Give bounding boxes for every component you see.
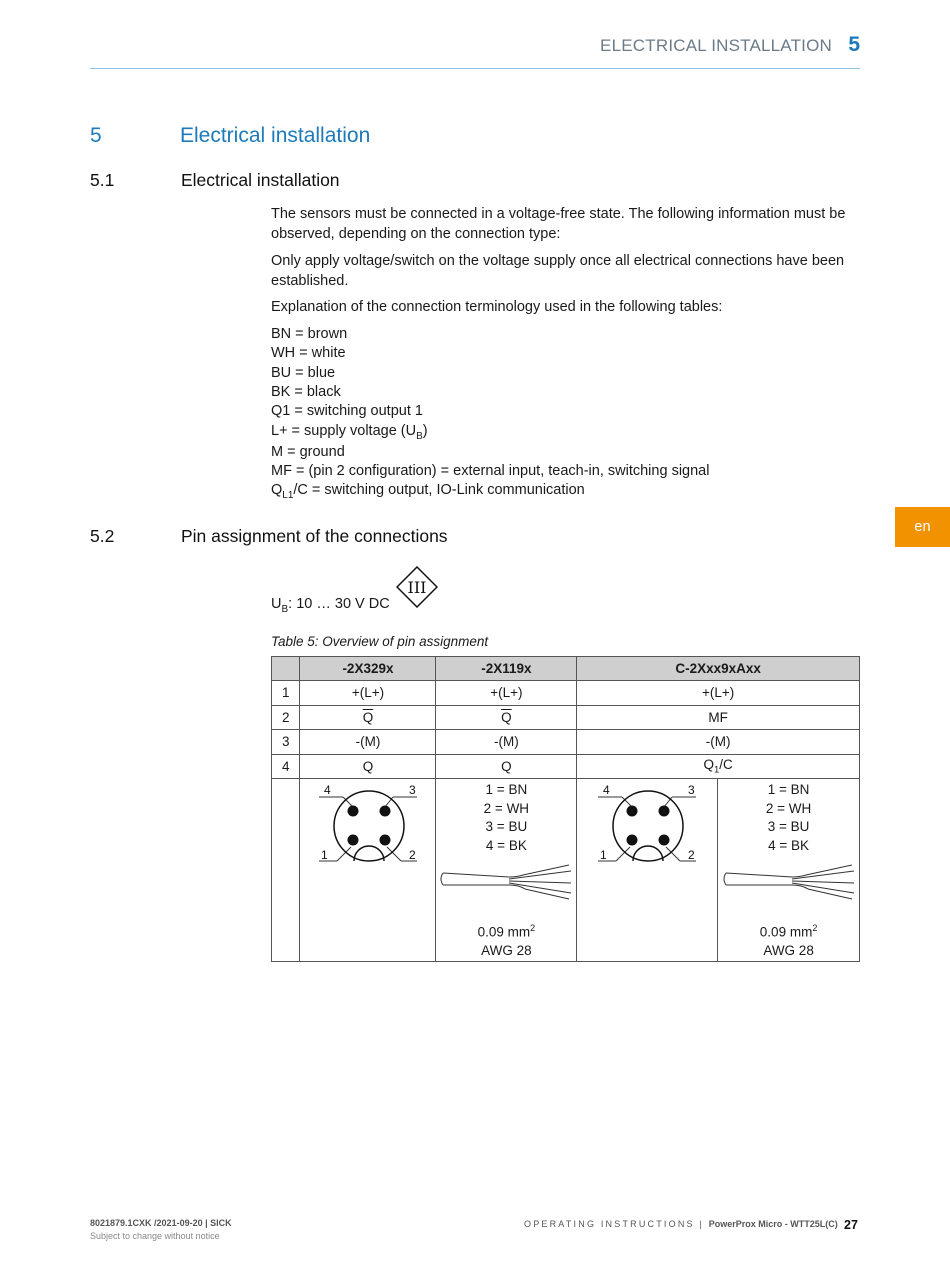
subsection-5-1-number: 5.1: [90, 170, 115, 190]
connector-pin-label: 4: [323, 783, 331, 797]
connector-pin-label: 4: [603, 783, 610, 797]
wire-color-item: 1 = BN: [767, 782, 810, 797]
footer-document-id: 8021879.1CXK /2021-09-20 | SICK: [90, 1218, 232, 1228]
pin-cell: +(L+): [577, 681, 860, 706]
connector-pin-label: 1: [320, 848, 328, 862]
subsection-5-1-title: Electrical installation: [181, 170, 340, 190]
footer-notice: Subject to change without notice: [90, 1231, 220, 1241]
connector-cell: [300, 779, 436, 962]
pin-number: 1: [272, 681, 300, 706]
wire-color-list: [718, 779, 859, 855]
m8-connector-icon: [301, 779, 435, 869]
table-diagram-row: [272, 779, 860, 962]
pin-cell: -(M): [577, 730, 860, 755]
pin-assignment-table: [271, 656, 860, 962]
table-row: [272, 754, 860, 779]
table-header-row: [272, 657, 860, 681]
connector-cell: [577, 779, 718, 962]
legend-m: M = ground: [271, 444, 345, 460]
legend-mf: MF = (pin 2 configuration) = external input, teach-in, switching signal: [271, 463, 710, 479]
pin-number: 4: [272, 754, 300, 779]
cable-icon: [722, 859, 856, 905]
pin-cell: -(M): [300, 730, 436, 755]
pin-cell-q-inverted: $\overline{Q}$: [436, 705, 577, 730]
wire-color-item: 1 = BN: [485, 782, 528, 797]
pin-number: 2: [272, 705, 300, 730]
pin-cell-q-inverted: $\overline{Q}$: [300, 705, 436, 730]
connector-pin-label: 1: [600, 848, 607, 862]
legend-q1: Q1 = switching output 1: [271, 403, 423, 419]
table-row: [272, 730, 860, 755]
pin-cell: +(L+): [436, 681, 577, 706]
wire-gauge: AWG 28: [481, 943, 532, 958]
paragraph-voltage-free: The sensors must be connected in a voltage-free state. The following information must be observed, depending on the connection type:: [271, 206, 846, 242]
wire-color-item: 4 = BK: [768, 837, 810, 853]
subsection-5-2-number: 5.2: [90, 526, 115, 546]
table-caption: Table 5: Overview of pin assignment: [271, 634, 489, 649]
pin-cell: $Q_1/C$: [577, 754, 860, 779]
wire-cross-section: 0.09 $mm^2$: [477, 923, 536, 940]
legend-bk: BK = black: [271, 384, 341, 400]
language-tab[interactable]: en: [895, 507, 950, 547]
legend-ql1: $Q_{L1}/C$ = switching output, IO-Link communication: [271, 482, 585, 501]
paragraph-apply-voltage: Only apply voltage/switch on the voltage supply once all electrical connections have been established.: [271, 253, 845, 289]
wire-cross-section: 0.09 $mm^2$: [759, 923, 818, 940]
pin-cell: Q: [300, 754, 436, 779]
section-title: Electrical installation: [180, 124, 371, 147]
pin-cell: -(M): [436, 730, 577, 755]
header-cell-2x119x: -2X119x: [436, 657, 577, 681]
wire-color-item: 2 = WH: [483, 800, 530, 816]
cable-cell: [718, 779, 860, 962]
legend-lplus: L+ = supply voltage $(U_B)$: [271, 423, 428, 442]
header-cell-2x329x: -2X329x: [300, 657, 436, 681]
header-cell-c2xxx9xaxx: C-2Xxx9xAxx: [577, 657, 860, 681]
footer-manual-title: OPERATING INSTRUCTIONS | PowerProx Micro - WTT25L(C): [524, 1219, 838, 1229]
pin-number: 3: [272, 730, 300, 755]
empty-cell: [272, 779, 300, 962]
subsection-5-2-title: Pin assignment of the connections: [181, 526, 448, 546]
connector-pin-label: 2: [408, 848, 416, 862]
wire-color-item: 2 = WH: [765, 800, 812, 816]
wire-color-item: 3 = BU: [485, 819, 528, 834]
legend-bu: BU = blue: [271, 365, 336, 381]
protection-class-icon: [396, 566, 438, 608]
supply-voltage: $U_B$: 10 … 30 V DC: [271, 596, 390, 615]
legend-bn: BN = brown: [271, 326, 348, 342]
header-cell-empty: [272, 657, 300, 681]
connector-pin-label: 2: [688, 848, 695, 862]
m8-connector-icon: [580, 779, 714, 869]
wire-color-item: 3 = BU: [767, 819, 810, 834]
cable-cell: [436, 779, 577, 962]
running-header-chapter: 5: [848, 33, 860, 56]
header-divider: [90, 68, 860, 69]
table-row: [272, 681, 860, 706]
wire-color-item: 4 = BK: [485, 837, 527, 853]
running-header-title: ELECTRICAL INSTALLATION: [600, 36, 832, 55]
wire-color-list: [436, 779, 576, 855]
connector-pin-label: 3: [688, 783, 695, 797]
section-number: 5: [90, 124, 102, 147]
protection-class-label: III: [407, 578, 427, 597]
table-row: [272, 705, 860, 730]
connector-pin-label: 3: [408, 783, 416, 797]
cable-icon: [439, 859, 573, 905]
pin-cell: Q: [436, 754, 577, 779]
footer-page-number: 27: [844, 1218, 858, 1232]
pin-cell: +(L+): [300, 681, 436, 706]
pin-cell: MF: [577, 705, 860, 730]
paragraph-terminology: Explanation of the connection terminology used in the following tables:: [271, 299, 723, 315]
legend-wh: WH = white: [271, 345, 346, 361]
wire-gauge: AWG 28: [763, 943, 814, 958]
